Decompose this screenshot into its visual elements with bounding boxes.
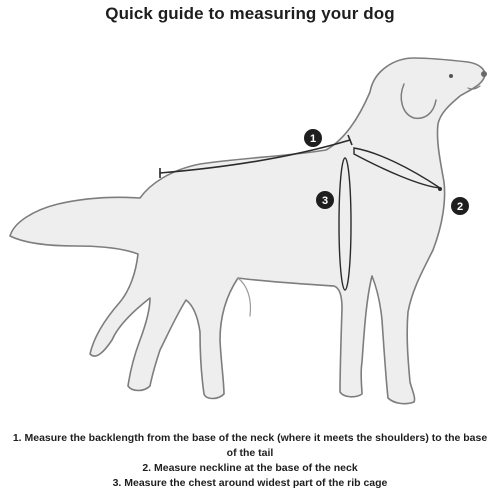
dog-leg-line xyxy=(238,278,251,316)
instruction-list xyxy=(10,431,490,491)
neckline-end-cap xyxy=(438,187,442,191)
dog-silhouette xyxy=(10,58,485,404)
marker-1 xyxy=(304,129,322,147)
dog-diagram-svg xyxy=(0,30,500,420)
dog-eye xyxy=(449,74,453,78)
marker-1-label: 1 xyxy=(309,133,317,145)
marker-2 xyxy=(451,197,469,215)
instruction-step-2: 2. Measure neckline at the base of the neck xyxy=(142,462,358,474)
instruction-step-1: 1. Measure the backlength from the base of the neck (where it meets the shoulders) to the base of the tail xyxy=(12,432,488,459)
page-title: Quick guide to measuring your dog xyxy=(105,4,395,23)
marker-2-label: 2 xyxy=(456,201,464,213)
instruction-step-3: 3. Measure the chest around widest part of the rib cage xyxy=(112,477,388,489)
dog-nose xyxy=(481,71,487,77)
marker-3-label: 3 xyxy=(321,195,329,207)
measurement-diagram xyxy=(0,30,500,420)
marker-3 xyxy=(316,191,334,209)
